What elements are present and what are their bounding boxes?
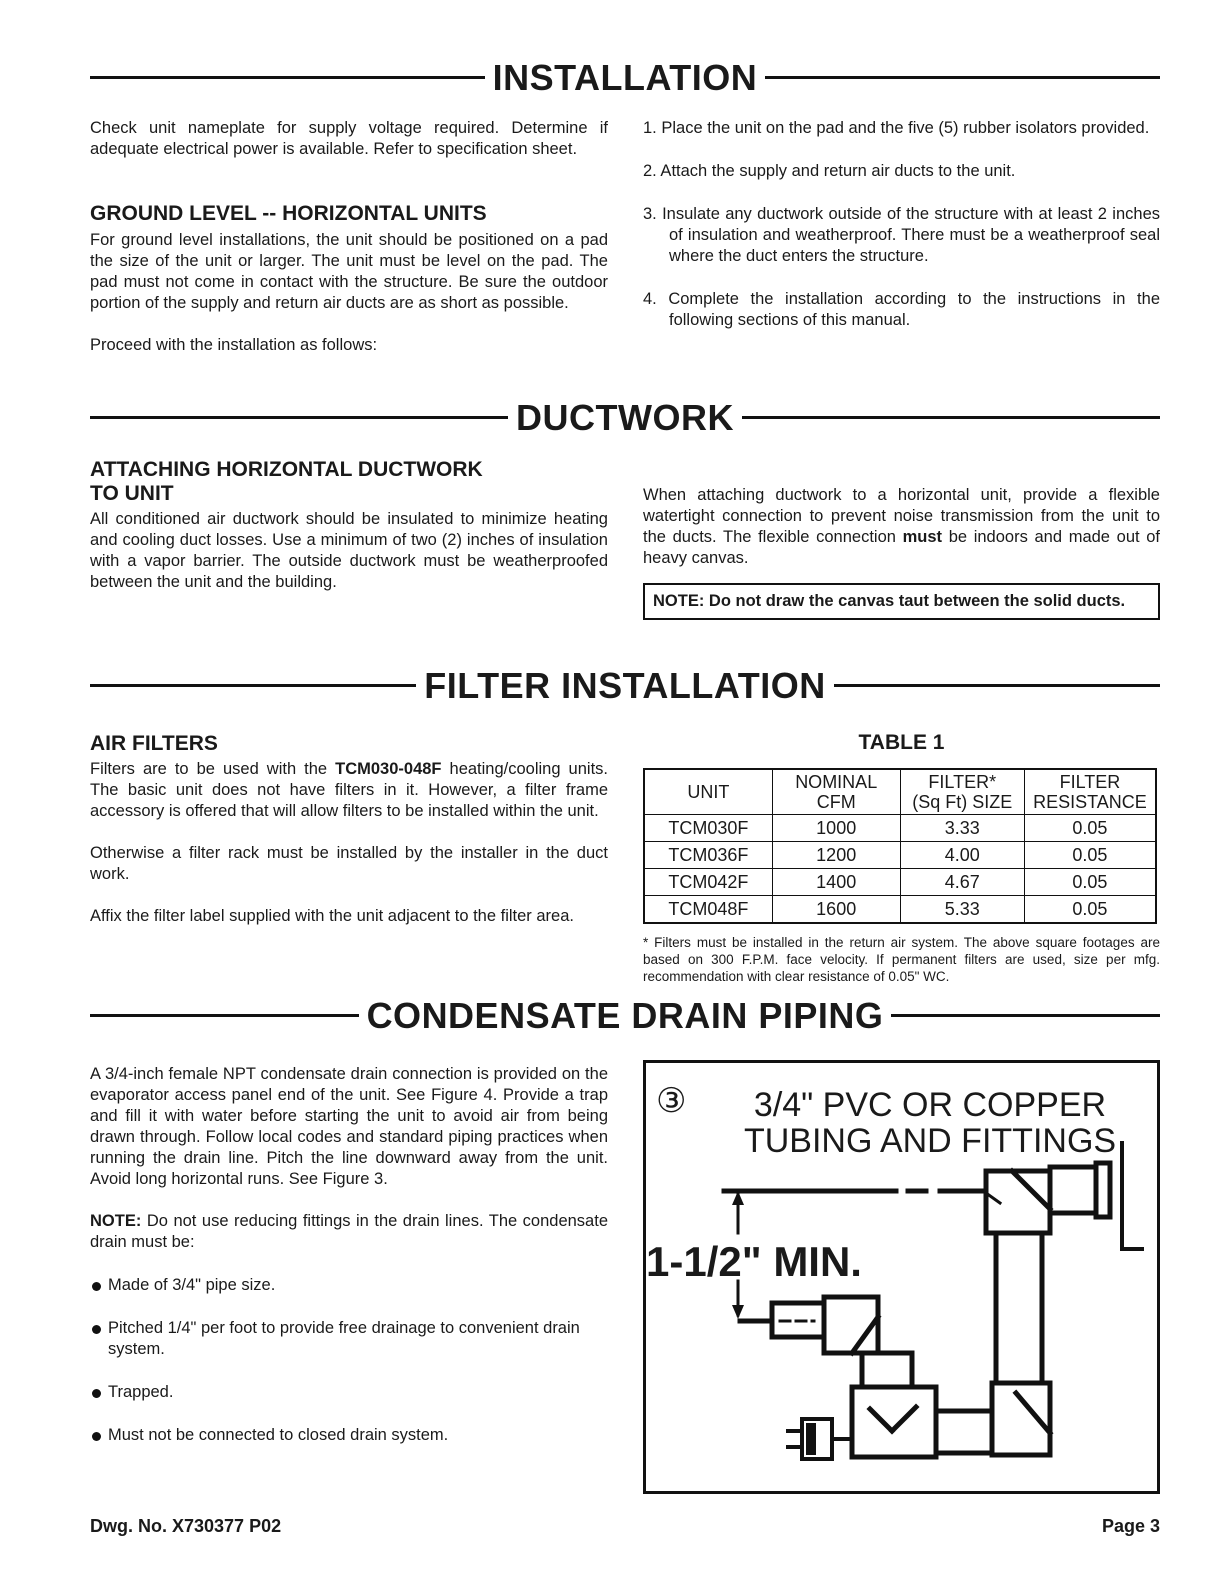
table-title: TABLE 1 <box>858 731 945 754</box>
ductwork-body-right: When attaching ductwork to a horizontal unit, provide a flexible watertight connection to prevent noise transmission from the unit to the ducts. The flexible connection must be indoors and made out of heavy canvas. <box>643 486 1161 567</box>
condensate-note: NOTE: Do not use reducing fittings in the drain lines. The condensate drain must be: <box>90 1212 608 1251</box>
cell-resistance: 0.05 <box>1024 815 1156 842</box>
cell-size: 4.00 <box>900 842 1024 869</box>
installation-heading <box>90 56 1160 100</box>
figure-number: ③ <box>656 1082 687 1120</box>
cell-cfm: 1400 <box>772 869 900 896</box>
cell-size: 3.33 <box>900 815 1024 842</box>
installation-left-column <box>90 118 608 356</box>
figure-caption-line2: TUBING AND FITTINGS <box>743 1122 1117 1160</box>
list-item: Must not be connected to closed drain system. <box>90 1425 608 1446</box>
filter-title: FILTER INSTALLATION <box>416 665 833 706</box>
step-item: 1. Place the unit on the pad and the five (5) rubber isolators provided. <box>643 119 1150 137</box>
header-unit: UNIT <box>644 769 772 815</box>
step-item: 2. Attach the supply and return air ducts to the unit. <box>643 162 1016 180</box>
cell-cfm: 1600 <box>772 896 900 924</box>
drain-trap-diagram <box>646 1063 1157 1491</box>
unit-fitting <box>1050 1167 1096 1213</box>
condensate-left-column <box>90 1064 608 1468</box>
table-row <box>644 815 1156 842</box>
list-item: Pitched 1/4" per foot to provide free drainage to convenient drain system. <box>90 1318 608 1360</box>
list-item: Trapped. <box>90 1382 608 1403</box>
filter-left-column <box>90 732 608 927</box>
ductwork-title: DUCTWORK <box>508 397 742 438</box>
cell-unit: TCM042F <box>644 869 772 896</box>
ground-level-body: For ground level installations, the unit should be positioned on a pad the size of the unit or larger. The unit must be level on the pad. The pad must not come in contact with the structure. Be sure the outdoor portion of the supply and return air ducts are as short as possible. <box>90 231 608 312</box>
tee-diag <box>892 1407 916 1431</box>
cell-cfm: 1000 <box>772 815 900 842</box>
header-resistance: FILTER RESISTANCE <box>1024 769 1156 815</box>
installation-intro: Check unit nameplate for supply voltage required. Determine if adequate electrical power is available. Refer to specification sheet. <box>90 119 608 158</box>
condensate-requirements <box>90 1275 608 1446</box>
installation-proceed: Proceed with the installation as follows: <box>90 336 378 354</box>
filter-heading <box>90 664 1160 708</box>
installation-title: INSTALLATION <box>485 57 766 98</box>
condensate-body: A 3/4-inch female NPT condensate drain connection is provided on the evaporator access panel end of the unit. See Figure 4. Provide a trap and fill it with water before starting the unit to avoid air from being drawn through. Follow local codes and standard piping practices when running the drain line. Pitch the line downward away from the unit. Avoid long horizontal runs. See Figure 3. <box>90 1065 608 1188</box>
upper-elbow-diag <box>1012 1171 1050 1209</box>
left-elbow-diag <box>852 1317 878 1353</box>
step-item: 4. Complete the installation according to the instructions in the following sections of this manual. <box>643 290 1160 329</box>
cell-size: 4.67 <box>900 869 1024 896</box>
installation-steps <box>643 118 1160 353</box>
ground-level-subheading: GROUND LEVEL -- HORIZONTAL UNITS <box>90 202 487 225</box>
cell-resistance: 0.05 <box>1024 896 1156 924</box>
list-item: Made of 3/4" pipe size. <box>90 1275 608 1296</box>
table-header-row <box>644 769 1156 815</box>
condensate-title: CONDENSATE DRAIN PIPING <box>359 995 892 1036</box>
step-item: 3. Insulate any ductwork outside of the structure with at least 2 inches of insulation and weatherproof. There must be a weatherproof seal where the duct enters the structure. <box>643 205 1160 265</box>
table-footnote: * Filters must be installed in the return air system. The above square footages are based on 300 F.P.M. face velocity. If permanent filters are used, size per mfg. recommendation with clear resistance of 0.05" WC. <box>643 935 1160 984</box>
ductwork-subheading-line2: TO UNIT <box>90 482 174 505</box>
ductwork-subheading-line1: ATTACHING HORIZONTAL DUCTWORK <box>90 458 483 481</box>
filter-p1: Filters are to be used with the TCM030-048F heating/cooling units. The basic unit does not have filters in it. However, a filter frame accessory is offered that will allow filters to be installed within the unit. <box>90 760 608 820</box>
arrow-down-head <box>732 1305 744 1319</box>
tee-riser <box>862 1353 912 1387</box>
table-row <box>644 842 1156 869</box>
cell-size: 5.33 <box>900 896 1024 924</box>
ductwork-note: NOTE: Do not draw the canvas taut between the solid ducts. <box>643 583 1160 620</box>
cell-resistance: 0.05 <box>1024 869 1156 896</box>
ductwork-heading <box>90 396 1160 440</box>
filter-table-block <box>643 730 1160 985</box>
cell-cfm: 1200 <box>772 842 900 869</box>
ductwork-body-left: All conditioned air ductwork should be insulated to minimize heating and cooling duct losses. Use a minimum of two (2) inches of insulation with a vapor barrier. The outside ductwork must be weatherproofed between the unit and the building. <box>90 510 608 591</box>
filter-p3: Affix the filter label supplied with the unit adjacent to the filter area. <box>90 907 574 925</box>
figure-3 <box>643 1060 1160 1494</box>
condensate-heading <box>90 994 1160 1038</box>
drawing-number: Dwg. No. X730377 P02 <box>90 1516 282 1536</box>
header-filter-size: FILTER* (Sq Ft) SIZE <box>900 769 1024 815</box>
tee-diag <box>870 1409 892 1431</box>
header-cfm: NOMINAL CFM <box>772 769 900 815</box>
ductwork-left-column <box>90 458 608 593</box>
table-row <box>644 896 1156 924</box>
cell-unit: TCM048F <box>644 896 772 924</box>
cell-unit: TCM036F <box>644 842 772 869</box>
table-row <box>644 869 1156 896</box>
bottom-tee <box>852 1387 936 1457</box>
air-filters-subheading: AIR FILTERS <box>90 732 218 755</box>
plug-fill <box>806 1423 816 1455</box>
bottom-pipe <box>936 1411 992 1453</box>
figure-caption-line1: 3/4" PVC OR COPPER <box>753 1086 1107 1124</box>
filter-table <box>643 768 1157 924</box>
dimension-label: 1-1/2" MIN. <box>646 1238 862 1285</box>
cell-resistance: 0.05 <box>1024 842 1156 869</box>
lower-elbow-diag <box>1016 1393 1050 1433</box>
ductwork-right-column <box>643 485 1160 620</box>
page-number: Page 3 <box>1101 1516 1160 1536</box>
vertical-riser <box>996 1233 1042 1383</box>
cell-unit: TCM030F <box>644 815 772 842</box>
unit-fitting-flange <box>1096 1163 1110 1217</box>
filter-p2: Otherwise a filter rack must be installed by the installer in the duct work. <box>90 844 608 883</box>
